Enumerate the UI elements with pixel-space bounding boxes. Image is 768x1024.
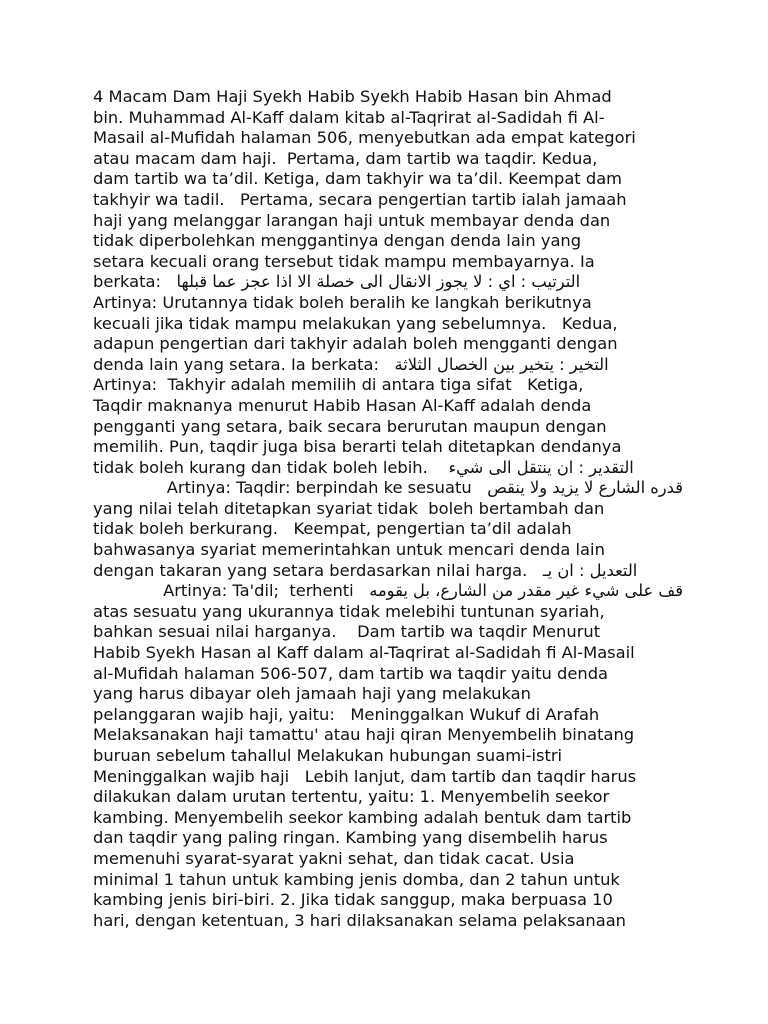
text-line: Artinya: Takhyir adalah memilih di antara tiga sifat Ketiga, xyxy=(93,375,584,395)
text-line: tidak boleh kurang dan tidak boleh lebih. التقدير : ان ينتقل الى شيء xyxy=(93,457,634,477)
text-line: bahkan sesuai nilai harganya. Dam tartib wa taqdir Menurut xyxy=(93,622,601,642)
text-line: memenuhi syarat-syarat yakni sehat, dan tidak cacat. Usia xyxy=(93,848,575,868)
text-line: 4 Macam Dam Haji Syekh Habib Syekh Habib Hasan bin Ahmad xyxy=(93,87,612,106)
text-line: hari, dengan ketentuan, 3 hari dilaksanakan selama pelaksanaan xyxy=(93,910,626,930)
text-line: berkata: الترتيب : اي : لا يجوز الانقال الى خصلة الا اذا عجز عما قبلها xyxy=(93,272,581,292)
text-line: buruan sebelum tahallul Melakukan hubungan suami-istri xyxy=(93,746,563,765)
text-line: kambing. Menyembelih seekor kambing adalah bentuk dam tartib xyxy=(93,807,632,827)
text-line: Habib Syekh Hasan al Kaff dalam al-Taqrirat al-Sadidah fi Al-Masail xyxy=(93,643,635,663)
text-line: memilih. Pun, taqdir juga bisa berarti telah ditetapkan dendanya xyxy=(93,437,622,457)
text-line: atau macam dam haji. Pertama, dam tartib wa taqdir. Kedua, xyxy=(93,148,598,168)
text-line: kambing jenis biri-biri. 2. Jika tidak sanggup, maka berpuasa 10 xyxy=(93,890,613,910)
text-line: setara kecuali orang tersebut tidak mampu membayarnya. Ia xyxy=(93,251,595,271)
text-line: pelanggaran wajib haji, yaitu: Meninggalkan Wukuf di Arafah xyxy=(93,704,600,724)
text-line: takhyir wa tadil. Pertama, secara pengertian tartib ialah jamaah xyxy=(93,189,627,209)
text-line: kecuali jika tidak mampu melakukan yang sebelumnya. Kedua, xyxy=(93,313,618,333)
text-line: denda lain yang setara. Ia berkata: التخير : يتخير بين الخصال الثلاثة xyxy=(93,354,609,374)
text-line: tidak boleh berkurang. Keempat, pengertian ta’dil adalah xyxy=(93,519,572,539)
text-line: قدره الشارع لا يزيد ولا ينقص Artinya: Taqdir: berpindah ke sesuatu xyxy=(166,478,683,498)
text-line: dilakukan dalam urutan tertentu, yaitu: 1. Menyembelih seekor xyxy=(93,787,610,807)
text-line: dam tartib wa ta’dil. Ketiga, dam takhyir wa ta’dil. Keempat dam xyxy=(93,169,623,189)
text-line: bahwasanya syariat memerintahkan untuk mencari denda lain xyxy=(93,540,605,560)
text-line: Taqdir maknanya menurut Habib Hasan Al-Kaff adalah denda xyxy=(93,395,592,415)
text-line: adapun pengertian dari takhyir adalah boleh mengganti dengan xyxy=(93,334,618,354)
text-line: haji yang melanggar larangan haji untuk membayar denda dan xyxy=(93,210,611,230)
text-line: Artinya: Urutannya tidak boleh beralih ke langkah berikutnya xyxy=(93,292,592,312)
text-line: dengan takaran yang setara berdasarkan nilai harga. التعديل : ان يـ xyxy=(93,560,638,580)
text-line: al-Mufidah halaman 506-507, dam tartib wa taqdir yaitu denda xyxy=(93,663,609,683)
text-line: Melaksanakan haji tamattu' atau haji qiran Menyembelih binatang xyxy=(93,725,635,745)
text-line: minimal 1 tahun untuk kambing jenis domba, dan 2 tahun untuk xyxy=(93,869,620,889)
text-line: dan taqdir yang paling ringan. Kambing yang disembelih harus xyxy=(93,828,608,848)
text-line: yang harus dibayar oleh jamaah haji yang melakukan xyxy=(93,684,531,704)
text-line: tidak diperbolehkan menggantinya dengan denda lain yang xyxy=(93,231,582,251)
text-line: pengganti yang setara, baik secara berurutan maupun dengan xyxy=(93,416,607,436)
text-line: Masail al-Mufidah halaman 506, menyebutkan ada empat kategori xyxy=(93,128,636,148)
text-line: قف على شيء غير مقدر من الشارع، بل يقومه Artinya: Ta'dil; terhenti xyxy=(163,581,683,601)
article-body xyxy=(93,87,683,931)
text-line: Meninggalkan wajib haji Lebih lanjut, dam tartib dan taqdir harus xyxy=(93,766,637,786)
text-line: yang nilai telah ditetapkan syariat tidak boleh bertambah dan xyxy=(93,498,605,518)
text-line: atas sesuatu yang ukurannya tidak melebihi tuntunan syariah, xyxy=(93,601,605,621)
text-line: bin. Muhammad Al-Kaff dalam kitab al-Taqrirat al-Sadidah fi Al- xyxy=(93,107,605,127)
